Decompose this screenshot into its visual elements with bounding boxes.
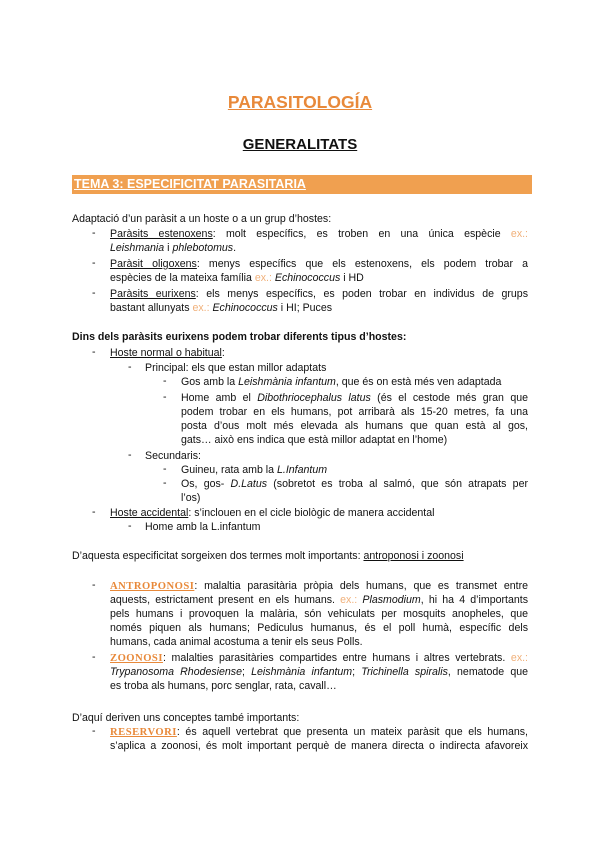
text: : s’inclouen en el cicle biològic de manera accidental — [188, 507, 435, 519]
text: : els menys específics, es poden trobar en individus de grups — [195, 288, 528, 300]
species-name: Trypanosoma Rhodesiense — [110, 666, 243, 678]
text: . — [233, 242, 237, 254]
example-marker: ex.: — [510, 228, 528, 240]
text: aquests, estrictament present en els humans. — [110, 594, 341, 606]
species-name: Plasmodium — [362, 594, 421, 606]
species-name: Leishmània infantum — [238, 376, 336, 388]
concepts-intro: D’aquí deriven uns conceptes també importants: — [72, 712, 300, 724]
secundaris-line: Secundaris: — [145, 450, 201, 462]
species-name: Trichinella spiralis — [361, 666, 448, 678]
document-title: PARASITOLOGÍA — [227, 92, 373, 112]
text: Guineu, rata amb la — [181, 464, 277, 476]
bullet-dash: - — [92, 651, 96, 663]
text: : és aquell vertebrat que presenta un mateix paràsit que els humans, — [176, 726, 528, 738]
eurixens-line2 — [110, 301, 332, 315]
antroponosi-line4: només piquen als humans; Pediculus humanus, és el poll humà, específic dels — [110, 622, 528, 634]
bullet-dash: - — [92, 257, 96, 269]
example-marker: ex.: — [254, 272, 272, 284]
antroponosi-line2 — [110, 593, 528, 607]
species-name: Dibothriocephalus latus — [257, 392, 371, 404]
home-linfantum: Home amb la L.infantum — [145, 521, 261, 533]
section-heading-bar — [72, 175, 532, 194]
bullet-dash: - — [92, 346, 96, 358]
eurixens-term: Paràsits eurixens — [110, 288, 196, 300]
text: Home amb el — [181, 392, 258, 404]
antroponosi-term: ANTROPONOSI — [110, 581, 195, 592]
text: : malalties parasitàries compartides entre humans i altres vertebrats. — [162, 652, 506, 664]
text: (sobretot es troba al salmó, que són atrapats per — [267, 478, 528, 490]
antroponosi-line5: humans, cada animal acostuma a tenir els seus Polls. — [110, 636, 363, 648]
bullet-dash: - — [128, 520, 132, 532]
oligoxens-line1 — [110, 257, 528, 271]
text: i HI; Puces — [277, 302, 333, 314]
terms-list: antroponosi i zoonosi — [363, 550, 464, 562]
intro-text: Adaptació d’un paràsit a un hoste o a un grup d’hostes: — [72, 213, 332, 225]
home-line1 — [181, 391, 528, 405]
reservori-line2: s’aplica a zoonosi, és molt important perquè de manera directa o indirecta afavoreix — [110, 740, 528, 752]
estenoxens-line2 — [110, 241, 236, 255]
oligoxens-line2 — [110, 271, 364, 285]
species-name: Echinococcus — [274, 272, 341, 284]
text: : malaltia parasitària pròpia dels humans, que es transmet entre — [194, 580, 528, 592]
hoste-accidental — [110, 506, 434, 520]
hosts-heading: Dins dels paràsits eurixens podem trobar diferents tipus d’hostes: — [72, 331, 407, 343]
species-name: phlebotomus — [172, 242, 234, 254]
reservori-line1 — [110, 725, 528, 740]
home-line4: gats… això ens indica que està millor adaptat en l’home) — [181, 434, 448, 446]
antroponosi-line1 — [110, 579, 528, 594]
text: , nematode que — [447, 666, 529, 678]
bullet-dash: - — [92, 725, 96, 737]
text: ; — [352, 666, 362, 678]
species-name: Echinococcus — [212, 302, 278, 314]
zoonosi-line3: es troba als humans, porc senglar, rata, cavall… — [110, 680, 337, 692]
document-subtitle: GENERALITATS — [242, 136, 358, 153]
text: : menys específics que els estenoxens, els podem trobar a — [196, 258, 528, 270]
text: (és el cestode més gran que — [370, 392, 528, 404]
gos-line — [181, 375, 501, 389]
text: ; — [242, 666, 252, 678]
text: , hi ha 4 d’importants — [420, 594, 528, 606]
os-line1 — [181, 477, 528, 491]
example-marker: ex.: — [340, 594, 358, 606]
bullet-dash: - — [92, 287, 96, 299]
text: espècies de la mateixa família — [110, 272, 255, 284]
bullet-dash: - — [92, 579, 96, 591]
bullet-dash: - — [163, 477, 167, 489]
zoonosi-term: ZOONOSI — [110, 653, 163, 664]
oligoxens-term: Paràsit oligoxens — [110, 258, 197, 270]
estenoxens-line1 — [110, 227, 528, 241]
text: Os, gos- — [181, 478, 231, 490]
home-line2: podem trobar en els humans, pot arribarà als 15-20 metres, fa una — [181, 406, 528, 418]
text: i HD — [340, 272, 364, 284]
terms-intro — [72, 549, 464, 563]
hoste-accidental-term: Hoste accidental — [110, 507, 189, 519]
hoste-normal — [110, 346, 225, 360]
home-line3: posta d’ous molt més elevada als humans que quan està al gos, — [181, 420, 528, 432]
reservori-term: RESERVORI — [110, 727, 177, 738]
zoonosi-line2 — [110, 665, 528, 679]
species-name: D.Latus — [230, 478, 268, 490]
text: , que és on està més ven adaptada — [335, 376, 502, 388]
bullet-dash: - — [128, 449, 132, 461]
estenoxens-term: Paràsits estenoxens — [110, 228, 213, 240]
principal-line: Principal: els que estan millor adaptats — [145, 362, 327, 374]
species-name: Leishmània infantum — [251, 666, 353, 678]
eurixens-line1 — [110, 287, 528, 301]
text: i — [164, 242, 173, 254]
species-name: Leishmania — [110, 242, 165, 254]
guineu-line — [181, 463, 327, 477]
example-marker: ex.: — [192, 302, 210, 314]
antroponosi-line3: pels humans i provoquen la malària, són vehiculats per mosquits anopheles, que — [110, 608, 528, 620]
bullet-dash: - — [163, 463, 167, 475]
os-line2: l’os) — [181, 492, 201, 504]
zoonosi-line1 — [110, 651, 528, 666]
text: Gos amb la — [181, 376, 239, 388]
bullet-dash: - — [128, 361, 132, 373]
bullet-dash: - — [92, 227, 96, 239]
example-marker: ex.: — [510, 652, 528, 664]
species-name: L.Infantum — [277, 464, 328, 476]
bullet-dash: - — [163, 391, 167, 403]
text: : molt específics, es troben en una única espècie — [212, 228, 501, 240]
text: D’aquesta especificitat sorgeixen dos termes molt importants: — [72, 550, 364, 562]
bullet-dash: - — [163, 375, 167, 387]
section-heading: TEMA 3: ESPECIFICITAT PARASITARIA — [74, 177, 306, 191]
text: bastant allunyats — [110, 302, 193, 314]
bullet-dash: - — [92, 506, 96, 518]
hoste-normal-term: Hoste normal o habitual — [110, 347, 222, 359]
text: : — [221, 347, 225, 359]
